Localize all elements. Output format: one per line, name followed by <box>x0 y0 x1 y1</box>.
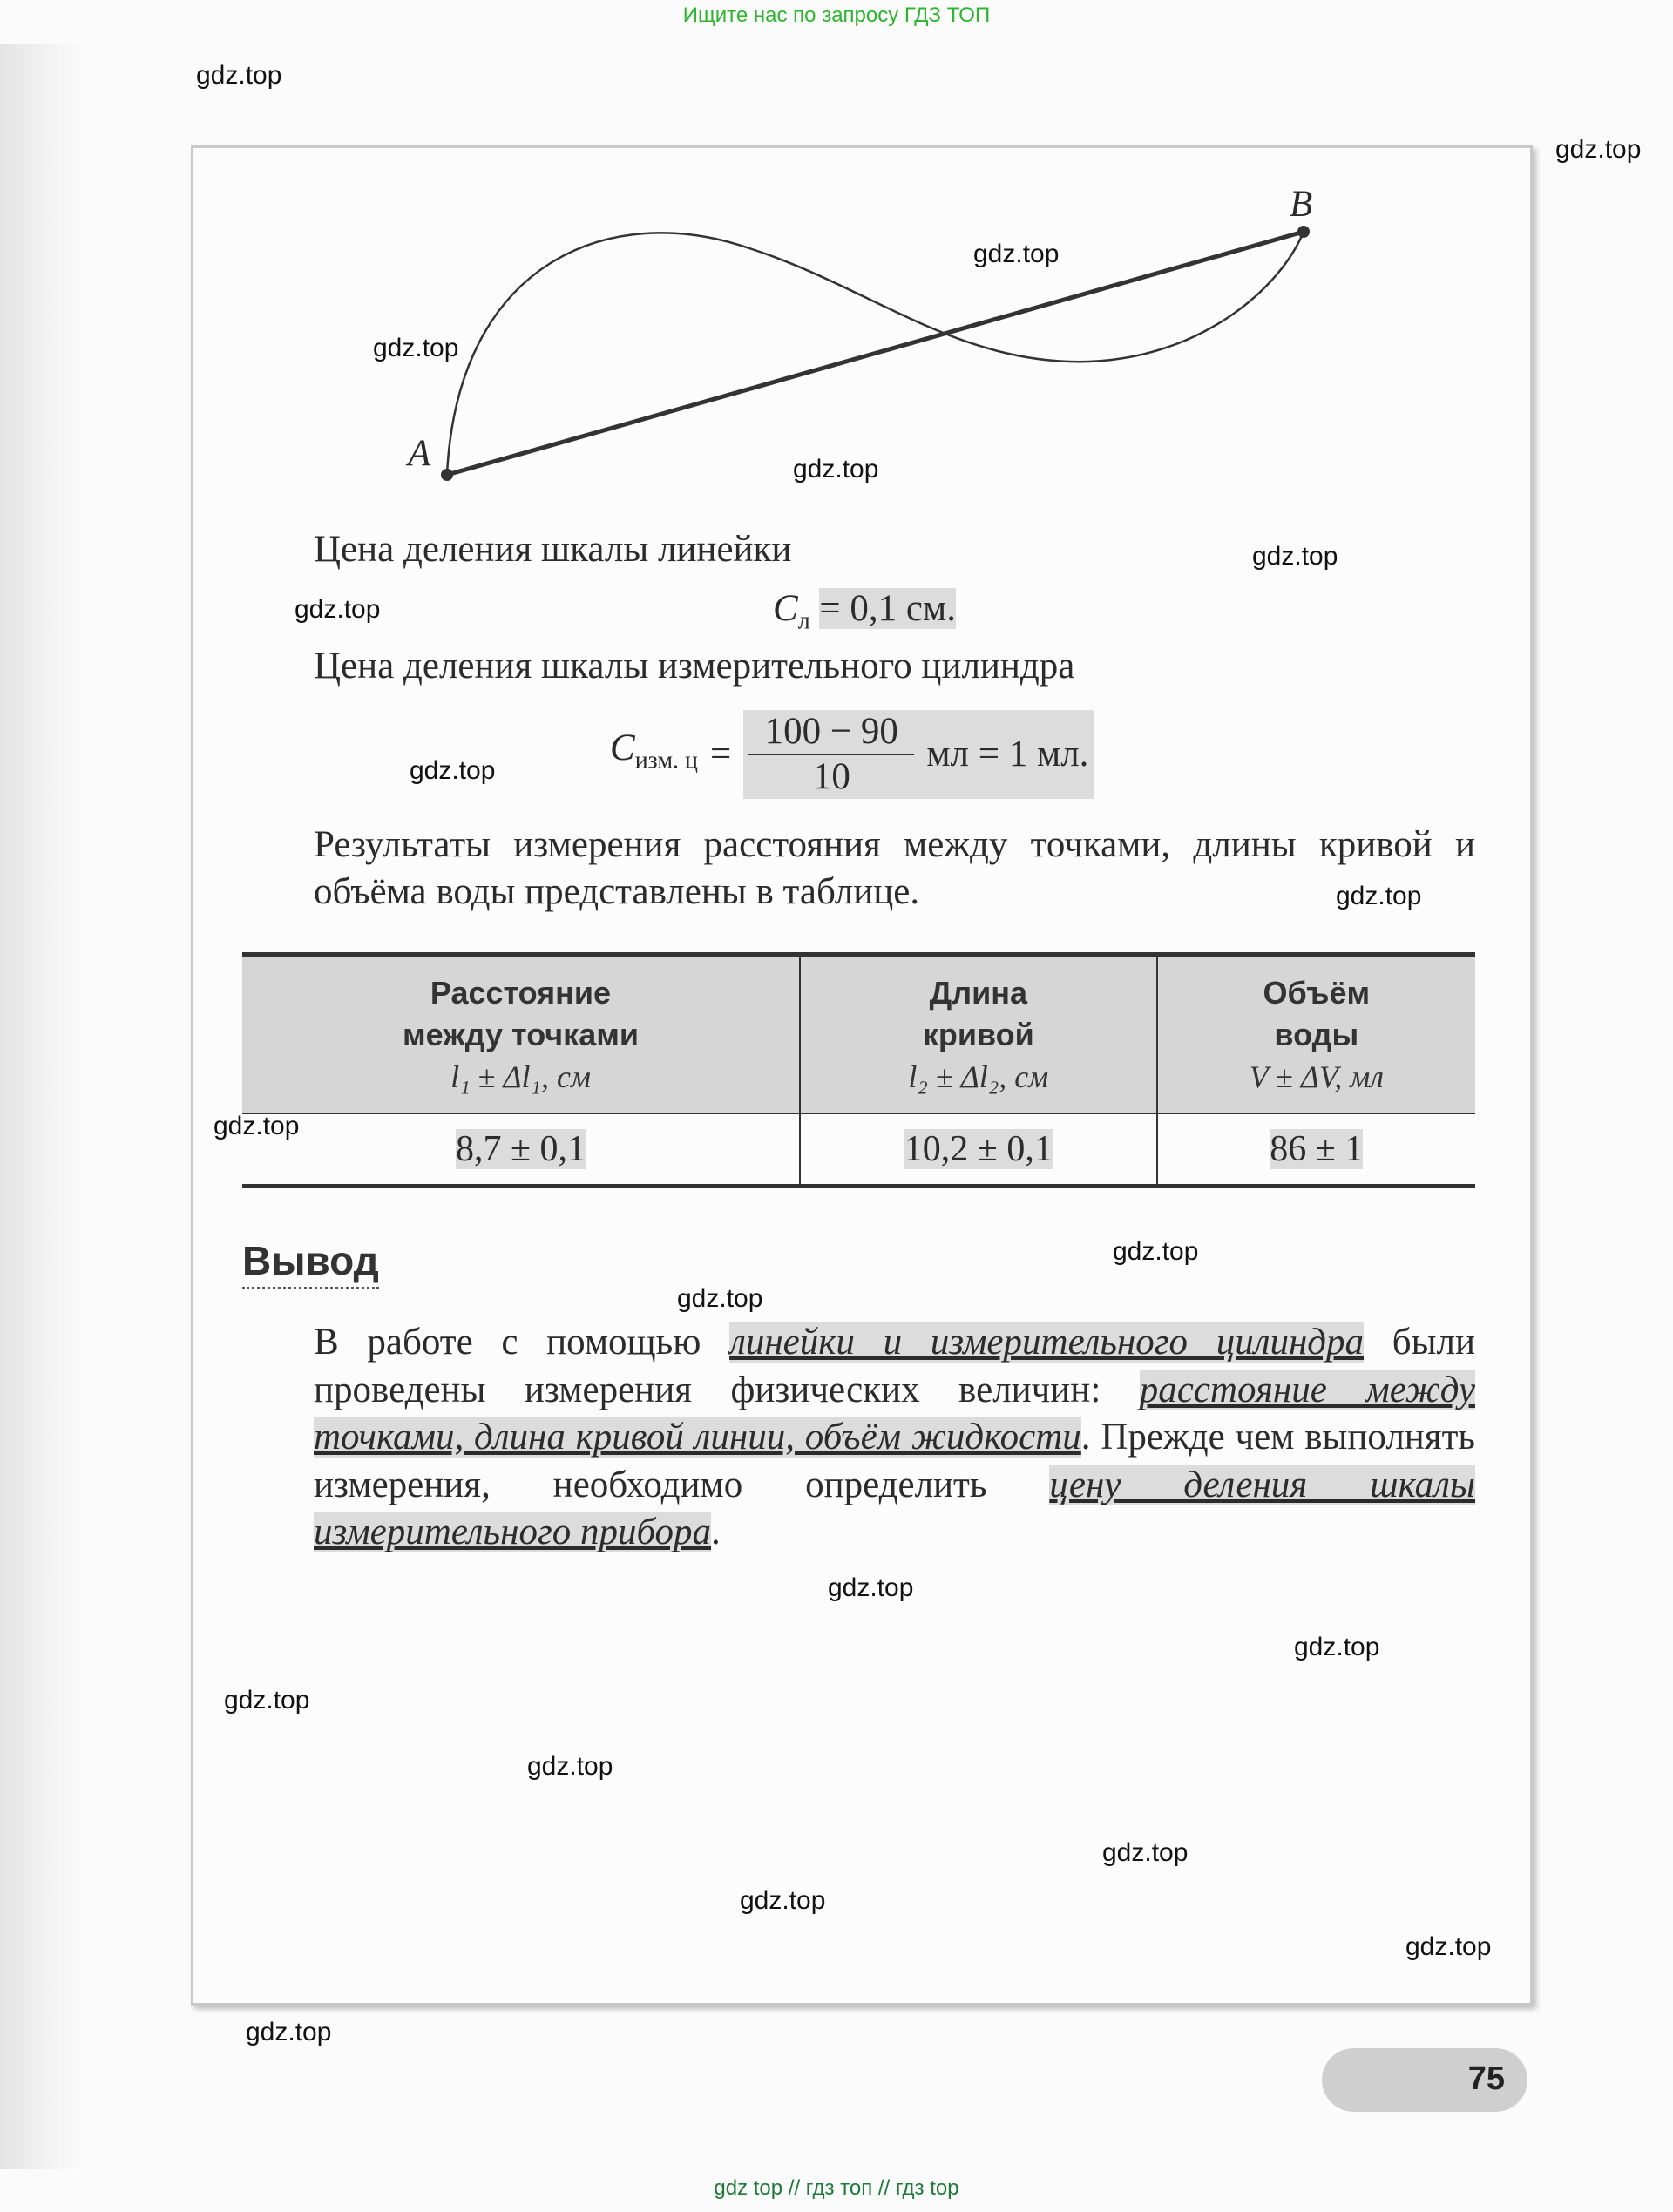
table-header-row <box>242 955 1475 1113</box>
watermark: gdz.top <box>793 455 879 484</box>
watermark: gdz.top <box>295 595 381 624</box>
watermark: gdz.top <box>1294 1633 1380 1661</box>
equals-sign: = <box>710 734 732 775</box>
straight-segment-ab <box>447 232 1304 475</box>
header-volume: Объём воды V ± ΔV, мл <box>1157 955 1475 1113</box>
watermark: gdz.top <box>246 2018 332 2046</box>
watermark: gdz.top <box>196 61 282 90</box>
watermark: gdz.top <box>828 1573 914 1602</box>
watermark: gdz.top <box>410 756 496 785</box>
watermark: gdz.top <box>1405 1932 1492 1961</box>
top-banner: Ищите нас по запросу ГДЗ ТОП <box>682 3 991 27</box>
watermark: gdz.top <box>1555 135 1642 164</box>
watermark: gdz.top <box>1252 542 1338 571</box>
fraction-numerator: 100 − 90 <box>764 711 898 752</box>
cylinder-symbol: C <box>610 727 635 768</box>
watermark: gdz.top <box>373 334 459 362</box>
cylinder-formula <box>610 710 1094 799</box>
watermark: gdz.top <box>1113 1237 1199 1266</box>
watermark: gdz.top <box>527 1752 613 1781</box>
page-number-badge <box>1322 2048 1527 2112</box>
watermark: gdz.top <box>677 1284 763 1313</box>
page-number: 75 <box>1467 2060 1505 2097</box>
answer-scale-division: цену деления шкалы измерительного прибора <box>314 1464 1476 1552</box>
cylinder-subscript: изм. ц <box>634 747 699 775</box>
results-table <box>242 952 1475 1188</box>
point-a <box>441 469 453 481</box>
fraction-denominator: 10 <box>812 756 850 797</box>
answer-instruments: линейки и измерительного цилиндра <box>729 1322 1365 1363</box>
watermark: gdz.top <box>740 1886 826 1915</box>
ruler-symbol: C <box>773 588 798 629</box>
cell-curve-length: 10,2 ± 0,1 <box>904 1129 1053 1169</box>
header-distance: Расстояние между точками l₁ ± Δl₁, см <box>242 955 800 1113</box>
header-curve-length: Длина кривой l₂ ± Δl₂, см <box>800 955 1157 1113</box>
watermark: gdz.top <box>1102 1838 1189 1867</box>
table-row <box>242 1113 1475 1187</box>
footer-links: gdz top // гдз топ // гдз top <box>714 2176 959 2200</box>
curve-figure <box>0 0 1673 610</box>
cell-volume: 86 ± 1 <box>1270 1129 1364 1169</box>
ruler-label: Цена деления шкалы линейки <box>314 529 792 570</box>
answer-quantities: расстояние между точками, длина кривой линии, объём жидкости <box>314 1369 1475 1458</box>
results-text: Результаты измерения расстояния между точками, длины кривой и объёма воды представлены в таблице. <box>314 824 1475 912</box>
cylinder-result: мл = 1 мл. <box>926 734 1089 775</box>
watermark: gdz.top <box>1336 882 1422 910</box>
cylinder-label: Цена деления шкалы измерительного цилиндра <box>314 646 1075 687</box>
conclusion-text: В работе с помощью линейки и измерительного цилиндра были проведены измерения физических величин: расстояние между точками, длина кривой линии, объём жидкости. Прежде чем выполнять измерения, необходимо определить цену деления шкалы измерительного прибора. <box>314 1322 1476 1552</box>
cell-distance: 8,7 ± 0,1 <box>455 1129 586 1169</box>
watermark: gdz.top <box>224 1686 310 1715</box>
point-a-label: A <box>408 433 431 474</box>
ruler-formula <box>773 585 956 646</box>
ruler-subscript: л <box>797 607 810 635</box>
watermark: gdz.top <box>213 1112 300 1140</box>
ruler-value: = 0,1 см. <box>819 588 956 629</box>
conclusion-heading: Вывод <box>242 1237 379 1284</box>
watermark: gdz.top <box>973 240 1060 268</box>
point-b-label: B <box>1290 184 1313 225</box>
